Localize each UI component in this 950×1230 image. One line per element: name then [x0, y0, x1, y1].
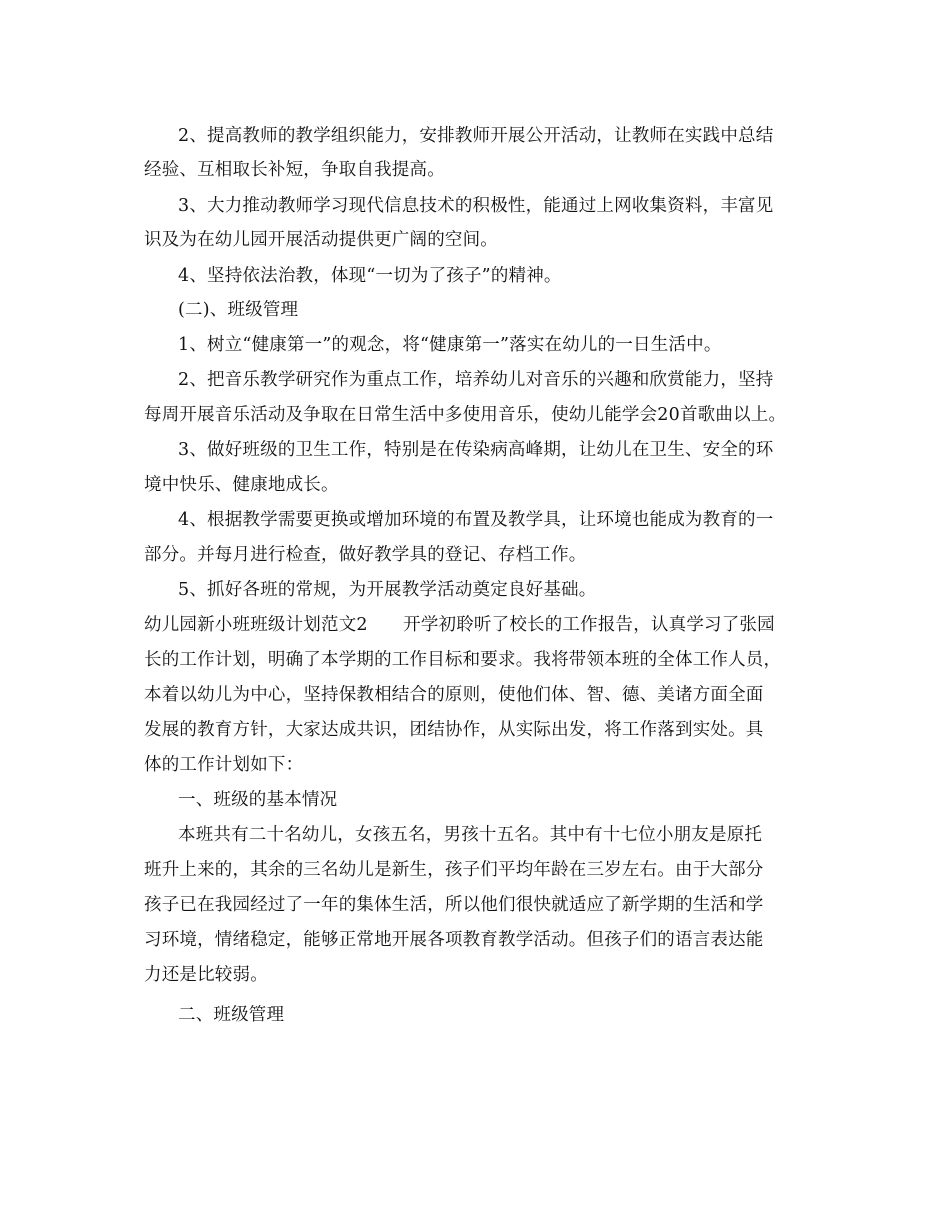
- paragraph-line: 经验、互相取长补短，争取自我提高。: [144, 160, 445, 180]
- paragraph-line: 每周开展音乐活动及争取在日常生活中多使用音乐，使幼儿能学会20首歌曲以上。: [144, 405, 787, 425]
- paragraph-line: 4、坚持依法治教，体现“一切为了孩子”的精神。: [178, 266, 562, 286]
- paragraph-line: 1、树立“健康第一”的观念，将“健康第一”落实在幼儿的一日生活中。: [178, 335, 722, 355]
- paragraph-line: 习环境，情绪稳定，能够正常地开展各项教育教学活动。但孩子们的语言表达能: [144, 930, 764, 950]
- paragraph-line: 幼儿园新小班班级计划范文2 开学初聆听了校长的工作报告，认真学习了张园: [144, 615, 775, 635]
- paragraph-line: 2、把音乐教学研究作为重点工作，培养幼儿对音乐的兴趣和欣赏能力，坚持: [178, 370, 774, 390]
- paragraph-line: 体的工作计划如下：: [144, 755, 304, 775]
- paragraph-line: 4、根据教学需要更换或增加环境的布置及教学具，让环境也能成为教育的一: [178, 510, 774, 530]
- paragraph-line: 班升上来的，其余的三名幼儿是新生，孩子们平均年龄在三岁左右。由于大部分: [144, 860, 764, 880]
- paragraph-line: 长的工作计划，明确了本学期的工作目标和要求。我将带领本班的全体工作人员，: [144, 650, 782, 670]
- paragraph-line: 孩子已在我园经过了一年的集体生活，所以他们很快就适应了新学期的生活和学: [144, 895, 764, 915]
- paragraph-line: 3、做好班级的卫生工作，特别是在传染病高峰期，让幼儿在卫生、安全的环: [178, 440, 774, 460]
- paragraph-line: 本班共有二十名幼儿，女孩五名，男孩十五名。其中有十七位小朋友是原托: [178, 825, 763, 845]
- section-heading: 二、班级管理: [178, 1005, 285, 1025]
- paragraph-line: 本着以幼儿为中心，坚持保教相结合的原则，使他们体、智、德、美诸方面全面: [144, 685, 764, 705]
- paragraph-line: 力还是比较弱。: [144, 965, 268, 985]
- paragraph-line: 识及为在幼儿园开展活动提供更广阔的空间。: [144, 230, 498, 250]
- paragraph-line: 5、抓好各班的常规，为开展教学活动奠定良好基础。: [178, 580, 597, 600]
- paragraph-line: 2、提高教师的教学组织能力，安排教师开展公开活动，让教师在实践中总结: [178, 126, 774, 146]
- paragraph-line: 发展的教育方针，大家达成共识，团结协作，从实际出发，将工作落到实处。具: [144, 720, 764, 740]
- paragraph-line: 部分。并每月进行检查，做好教学具的登记、存档工作。: [144, 545, 587, 565]
- section-heading: 一、班级的基本情况: [178, 790, 338, 810]
- paragraph-line: 境中快乐、健康地成长。: [144, 475, 339, 495]
- section-heading: (二)、班级管理: [178, 300, 299, 320]
- paragraph-line: 3、大力推动教师学习现代信息技术的积极性，能通过上网收集资料，丰富见: [178, 196, 774, 216]
